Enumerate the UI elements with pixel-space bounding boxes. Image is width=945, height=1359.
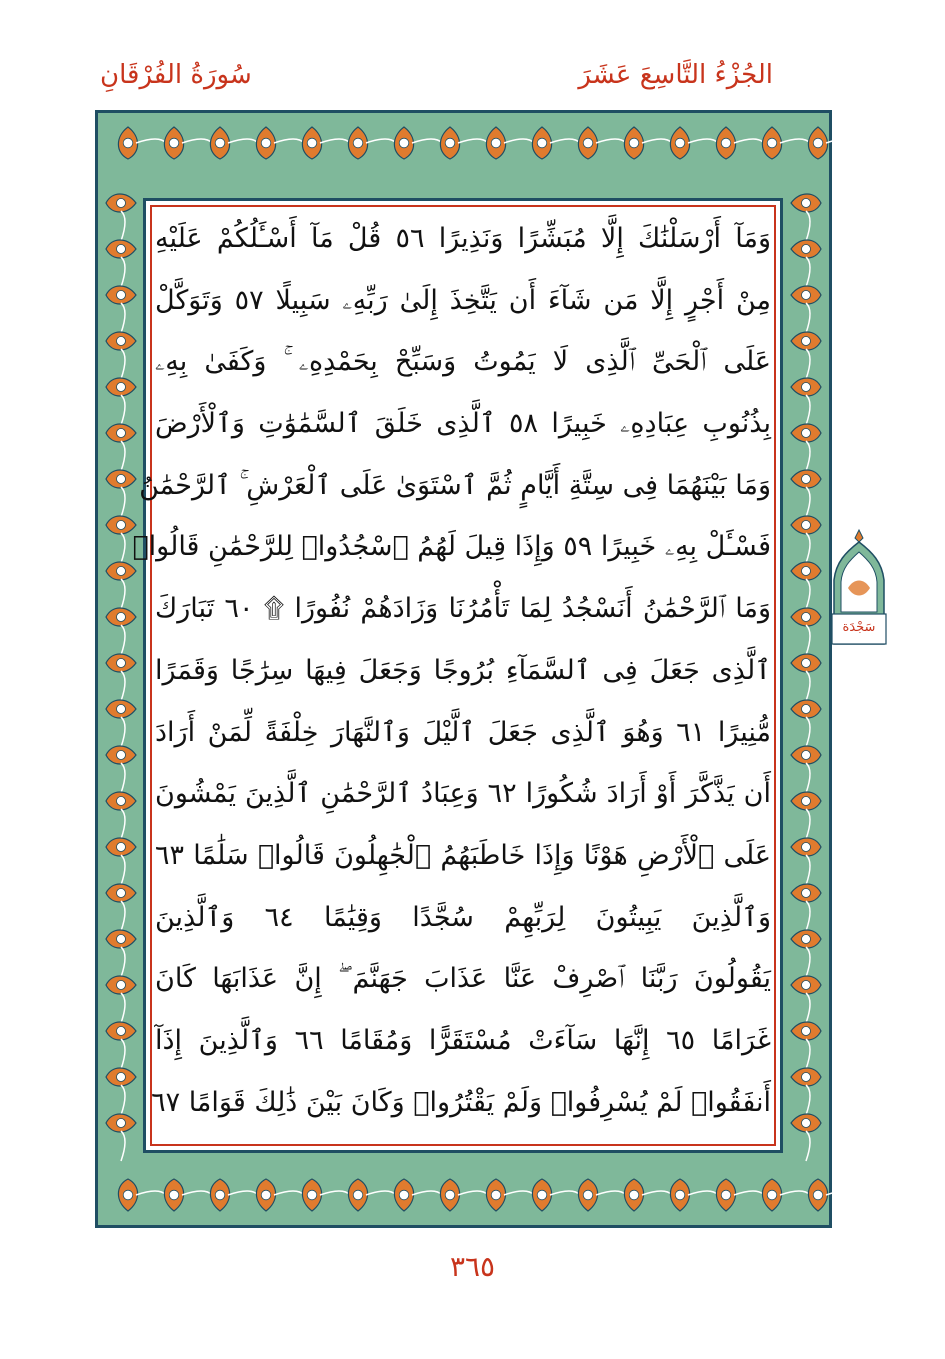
verse-line: عَلَى ٱلْحَىِّ ٱلَّذِى لَا يَمُوتُ وَسَبِّحْ بِحَمْدِهِۦ ۚ وَكَفَىٰ بِهِۦ [155,346,771,378]
frame-motif [106,976,136,994]
frame-vine [121,809,125,839]
frame-vine [228,139,258,143]
frame-vine [806,257,810,287]
frame-motif [486,1179,505,1211]
verse-line: وَمَا بَيْنَهُمَا فِى سِتَّةِ أَيَّامٍ ثُمَّ ٱسْتَوَىٰ عَلَى ٱلْعَرْشِ ۚ ٱلرَّحْمَٰنُ [139,469,771,501]
frame-motif [532,1179,551,1211]
frame-vine [182,1191,212,1195]
verse-line: وَمَا ٱلرَّحْمَٰنُ أَنَسْجُدُ لِمَا تَأْمُرُنَا وَزَادَهُمْ نُفُورًا ۩ ٦٠ تَبَارَكَ [155,593,771,625]
verse-lines [132,208,771,1133]
frame-vine [366,139,396,143]
frame-vine [806,349,810,379]
frame-vine [642,1191,672,1195]
frame-motif [762,1179,781,1211]
frame-motif [791,240,821,258]
frame-vine [274,139,304,143]
frame-vine [412,139,442,143]
frame-motif [670,127,689,159]
frame-motif [791,1068,821,1086]
frame-vine [806,211,810,241]
frame-motif [791,608,821,626]
frame-motif [106,654,136,672]
frame-vine [458,1191,488,1195]
frame-vine [806,395,810,425]
frame-motif [302,1179,321,1211]
frame-vine [806,993,810,1023]
frame-vine [806,763,810,793]
frame-motif [486,127,505,159]
page-number: ٣٦٥ [449,1250,496,1283]
verse-line: غَرَامًا ٦٥ إِنَّهَا سَآءَتْ مُسْتَقَرًّا وَمُقَامًا ٦٦ وَٱلَّذِينَ إِذَآ [155,1024,771,1056]
frame-top-ornaments [98,113,829,173]
frame-motif [106,608,136,626]
verse-line: يَقُولُونَ رَبَّنَا ٱصْرِفْ عَنَّا عَذَابَ جَهَنَّمَ ۖ إِنَّ عَذَابَهَا كَانَ [155,963,771,995]
frame-vine [806,579,810,609]
frame-vine [806,1039,810,1069]
frame-motif [440,1179,459,1211]
frame-motif [762,127,781,159]
frame-motif [302,127,321,159]
frame-vine [366,1191,396,1195]
frame-vine [806,533,810,563]
frame-vine [121,763,125,793]
frame-motif [791,424,821,442]
verse-line: مُّنِيرًا ٦١ وَهُوَ ٱلَّذِى جَعَلَ ٱلَّيْلَ وَٱلنَّهَارَ خِلْفَةً لِّمَنْ أَرَادَ [155,716,771,748]
frame-motif [532,127,551,159]
frame-motif [791,1022,821,1040]
frame-vine [806,1131,810,1161]
frame-vine [121,487,125,517]
frame-motif [791,194,821,212]
frame-vine [121,211,125,241]
frame-vine [228,1191,258,1195]
frame-vine [121,579,125,609]
frame-vine [806,947,810,977]
frame-vine [121,947,125,977]
verse-line: أَن يَذَّكَّرَ أَوْ أَرَادَ شُكُورًا ٦٢ وَعِبَادُ ٱلرَّحْمَٰنِ ٱلَّذِينَ يَمْشُونَ [155,778,771,810]
frame-vine [596,1191,626,1195]
frame-vine [121,901,125,931]
frame-motif [106,332,136,350]
frame-motif [106,424,136,442]
frame-vine [121,855,125,885]
frame-motif [256,127,275,159]
frame-vine [596,139,626,143]
frame-motif [791,332,821,350]
frame-motif [106,884,136,902]
frame-motif [791,930,821,948]
verse-line: فَسْـَٔلْ بِهِۦ خَبِيرًا ٥٩ وَإِذَا قِيلَ لَهُمُ ٱسْجُدُوا۟ لِلرَّحْمَٰنِ قَالُوا۟ [132,531,771,563]
frame-vine [806,303,810,333]
verse-line: بِذُنُوبِ عِبَادِهِۦ خَبِيرًا ٥٨ ٱلَّذِى خَلَقَ ٱلسَّمَٰوَٰتِ وَٱلْأَرْضَ [155,408,771,440]
frame-motif [791,378,821,396]
frame-vine [458,139,488,143]
frame-motif [440,127,459,159]
frame-vine [688,139,718,143]
frame-motif [791,516,821,534]
frame-motif [106,746,136,764]
frame-vine [504,1191,534,1195]
frame-motif [670,1179,689,1211]
frame-motif [716,127,735,159]
frame-motif [791,976,821,994]
frame-motif [791,884,821,902]
frame-vine [642,139,672,143]
frame-vine [121,349,125,379]
frame-motif [164,127,183,159]
frame-vine [121,993,125,1023]
frame-motif [791,1114,821,1132]
frame-vine [806,855,810,885]
frame-motif [210,1179,229,1211]
frame-motif [106,1022,136,1040]
frame-motif [106,378,136,396]
frame-vine [121,717,125,747]
verse-line: أَنفَقُوا۟ لَمْ يُسْرِفُوا۟ وَلَمْ يَقْتُرُوا۟ وَكَانَ بَيْنَ ذَٰلِكَ قَوَامًا ٦٧ [151,1086,771,1118]
verse-line: عَلَى ٱلْأَرْضِ هَوْنًا وَإِذَا خَاطَبَهُمُ ٱلْجَٰهِلُونَ قَالُوا۟ سَلَٰمًا ٦٣ [155,839,771,871]
frame-motif [348,1179,367,1211]
frame-motif [106,838,136,856]
frame-vine [806,1085,810,1115]
verse-line: مِنْ أَجْرٍ إِلَّا مَن شَآءَ أَن يَتَّخِذَ إِلَىٰ رَبِّهِۦ سَبِيلًا ٥٧ وَتَوَكَّلْ [155,284,771,316]
frame-bottom-ornaments [98,1165,829,1225]
frame-motif [106,194,136,212]
frame-motif [106,792,136,810]
frame-vine [806,809,810,839]
frame-vine [806,717,810,747]
frame-motif [394,1179,413,1211]
frame-vine [182,139,212,143]
frame-motif [210,127,229,159]
frame-motif [578,127,597,159]
frame-vine [688,1191,718,1195]
frame-vine [734,139,764,143]
frame-motif [791,838,821,856]
verse-line: وَٱلَّذِينَ يَبِيتُونَ لِرَبِّهِمْ سُجَّدًا وَقِيَٰمًا ٦٤ وَٱلَّذِينَ [155,901,771,933]
frame-motif [791,286,821,304]
frame-motif [791,792,821,810]
frame-motif [106,286,136,304]
juz-title: الجُزْءُ التَّاسِعَ عَشَرَ [578,60,773,90]
surah-title: سُورَةُ الفُرْقَانِ [100,60,252,90]
frame-motif [791,700,821,718]
frame-left-ornaments [98,113,144,1225]
frame-vine [121,441,125,471]
frame-right-ornaments [783,113,829,1225]
frame-motif [164,1179,183,1211]
frame-vine [826,139,856,143]
frame-vine [274,1191,304,1195]
frame-vine [412,1191,442,1195]
frame-motif [394,127,413,159]
frame-motif [716,1179,735,1211]
frame-motif [791,470,821,488]
frame-vine [734,1191,764,1195]
frame-motif [256,1179,275,1211]
frame-vine [121,303,125,333]
frame-vine [121,395,125,425]
frame-vine [121,1039,125,1069]
frame-vine [826,1191,856,1195]
frame-motif [791,562,821,580]
frame-vine [121,1085,125,1115]
frame-motif [106,700,136,718]
frame-vine [504,139,534,143]
frame-vine [320,1191,350,1195]
frame-vine [806,441,810,471]
frame-motif [348,127,367,159]
frame-motif [106,470,136,488]
frame-vine [806,901,810,931]
verse-line: ٱلَّذِى جَعَلَ فِى ٱلسَّمَآءِ بُرُوجًا وَجَعَلَ فِيهَا سِرَٰجًا وَقَمَرًا [155,654,771,686]
frame-vine [806,487,810,517]
frame-motif [106,1114,136,1132]
sajda-label: سَجْدَة [842,620,876,635]
frame-vine [121,625,125,655]
frame-vine [806,671,810,701]
frame-motif [106,1068,136,1086]
frame-motif [106,240,136,258]
frame-vine [320,139,350,143]
verse-line: وَمَآ أَرْسَلْنَٰكَ إِلَّا مُبَشِّرًا وَنَذِيرًا ٥٦ قُلْ مَآ أَسْـَٔلُكُمْ عَلَيْهِ [155,223,771,254]
frame-vine [806,625,810,655]
frame-motif [791,654,821,672]
frame-vine [121,533,125,563]
frame-vine [121,257,125,287]
frame-motif [624,127,643,159]
frame-motif [624,1179,643,1211]
frame-vine [121,1131,125,1161]
frame-vine [121,671,125,701]
frame-motif [578,1179,597,1211]
frame-vine [550,139,580,143]
frame-motif [791,746,821,764]
frame-vine [550,1191,580,1195]
frame-motif [106,930,136,948]
